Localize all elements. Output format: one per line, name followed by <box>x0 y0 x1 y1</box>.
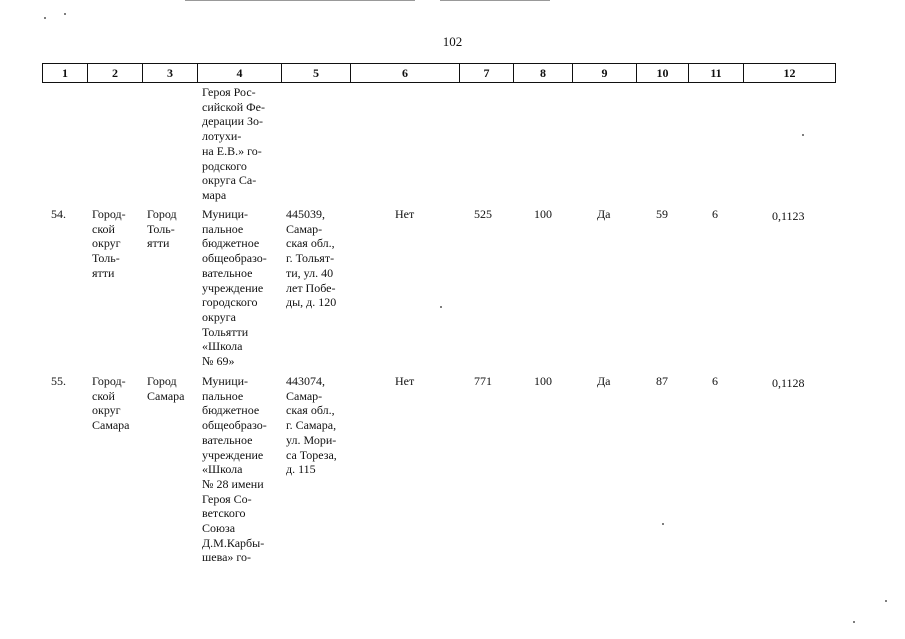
col7-cell: 771 <box>474 374 492 388</box>
page-number: 102 <box>442 34 463 49</box>
scan-speck <box>802 134 804 136</box>
address-cell: 443074, Самар- ская обл., г. Самара, ул. Мори- са Тореза, д. 115 <box>286 374 337 477</box>
scan-edge-line <box>440 0 550 1</box>
column-header: 6 <box>351 64 460 83</box>
column-header: 10 <box>637 64 689 83</box>
column-header: 2 <box>88 64 143 83</box>
column-header: 7 <box>460 64 514 83</box>
col9-cell: Да <box>597 374 611 388</box>
column-header: 4 <box>198 64 282 83</box>
continuation-name-cell: Героя Рос- сийской Фе- дерации Зо- лотухи- на Е.В.» го- родского округа Са- мара <box>202 85 265 202</box>
scan-speck <box>662 523 664 525</box>
col11-cell: 6 <box>712 374 718 388</box>
col9-cell: Да <box>597 207 611 221</box>
col7-cell: 525 <box>474 207 492 221</box>
col8-cell: 100 <box>534 207 552 221</box>
col6-cell: Нет <box>395 207 415 221</box>
institution-name-cell: Муници- пальное бюджетное общеобразо- вательное учреждение «Школа № 28 имени Героя Со- ветского Союза Д.М.Карбы- шева» го- <box>202 374 267 565</box>
col10-cell: 87 <box>656 374 668 388</box>
column-header: 12 <box>744 64 836 83</box>
column-header: 11 <box>689 64 744 83</box>
col12-cell: 0,1123 <box>772 209 805 223</box>
column-header: 3 <box>143 64 198 83</box>
row-number: 55. <box>51 374 66 388</box>
column-header: 5 <box>282 64 351 83</box>
city-cell: Город Толь- ятти <box>147 207 177 251</box>
col8-cell: 100 <box>534 374 552 388</box>
column-header-row <box>42 63 836 83</box>
row-number: 54. <box>51 207 66 221</box>
column-header: 1 <box>43 64 88 83</box>
scan-speck <box>440 306 442 308</box>
col12-cell: 0,1128 <box>772 376 805 390</box>
scan-speck <box>64 13 66 15</box>
col11-cell: 6 <box>712 207 718 221</box>
scan-edge-line <box>185 0 415 1</box>
scan-speck <box>885 600 887 602</box>
scan-speck <box>44 17 46 19</box>
district-cell: Город- ской округ Самара <box>92 374 130 433</box>
institution-name-cell: Муници- пальное бюджетное общеобразо- вательное учреждение городского округа Тольятти «Школа № 69» <box>202 207 267 369</box>
column-header: 8 <box>514 64 573 83</box>
col6-cell: Нет <box>395 374 415 388</box>
scan-speck <box>853 621 855 623</box>
column-header: 9 <box>573 64 637 83</box>
address-cell: 445039, Самар- ская обл., г. Тольят- ти, ул. 40 лет Побе- ды, д. 120 <box>286 207 337 310</box>
city-cell: Город Самара <box>147 374 185 403</box>
col10-cell: 59 <box>656 207 668 221</box>
district-cell: Город- ской округ Толь- ятти <box>92 207 126 280</box>
